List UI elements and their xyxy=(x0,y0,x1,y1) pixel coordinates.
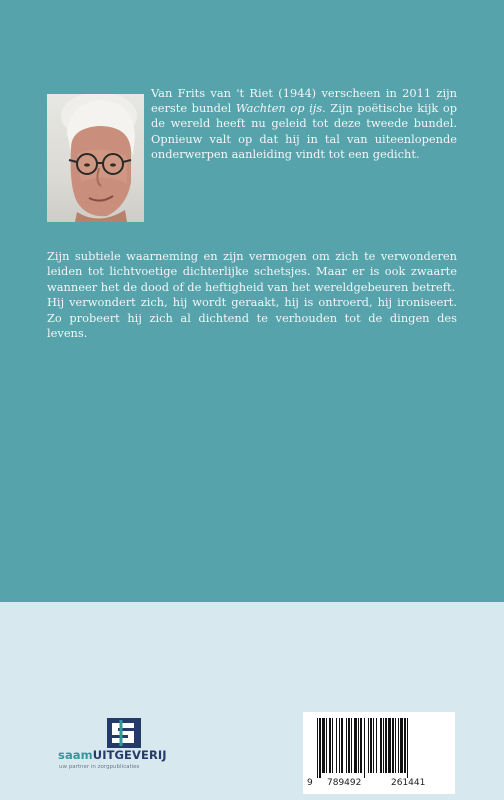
author-bio xyxy=(151,86,457,162)
barcode-group-right: 261441 xyxy=(391,778,426,788)
publisher-name-part2: UITGEVERIJ xyxy=(92,748,167,762)
bio-text-end: . Zijn poëtische kijk op de wereld heeft nu geleid tot deze tweede bundel. Opnieuw valt op dat hij in tal van uiteenlopende onderwerpen aanleiding vindt tot een gedicht. xyxy=(151,101,457,161)
description-paragraph: Zijn subtiele waarneming en zijn vermogen om zich te verwonderen leiden tot lichtvoetige dichterlijke schetsjes. Maar er is ook zwaarte wanneer het de dood of de heftigheid van het wereldgebeuren betreft. xyxy=(47,249,457,294)
publisher-name-part1: saam xyxy=(58,748,93,762)
description-paragraph: Hij verwondert zich, hij wordt geraakt, hij is ontroerd, hij ironiseert. Zo probeert hij zich al dichtend te verhouden tot de dingen des levens. xyxy=(47,295,457,341)
book-description xyxy=(47,249,457,341)
publisher-tagline: uw partner in zorgpublicaties xyxy=(59,764,140,770)
author-portrait-image xyxy=(47,94,144,222)
isbn-barcode xyxy=(303,712,455,794)
barcode-digit-first: 9 xyxy=(307,778,313,788)
publisher-name xyxy=(58,748,208,762)
barcode-group-left: 789492 xyxy=(327,778,362,788)
debut-title: Wachten op ijs xyxy=(235,101,323,116)
bio-text-start: Van Frits van 't Riet (1944) verscheen in 2011 zijn eerste bundel xyxy=(151,86,457,116)
author-photo xyxy=(47,94,144,222)
publisher-mark-icon xyxy=(107,718,141,748)
barcode-bars xyxy=(315,718,445,778)
publisher-logo xyxy=(58,714,208,784)
